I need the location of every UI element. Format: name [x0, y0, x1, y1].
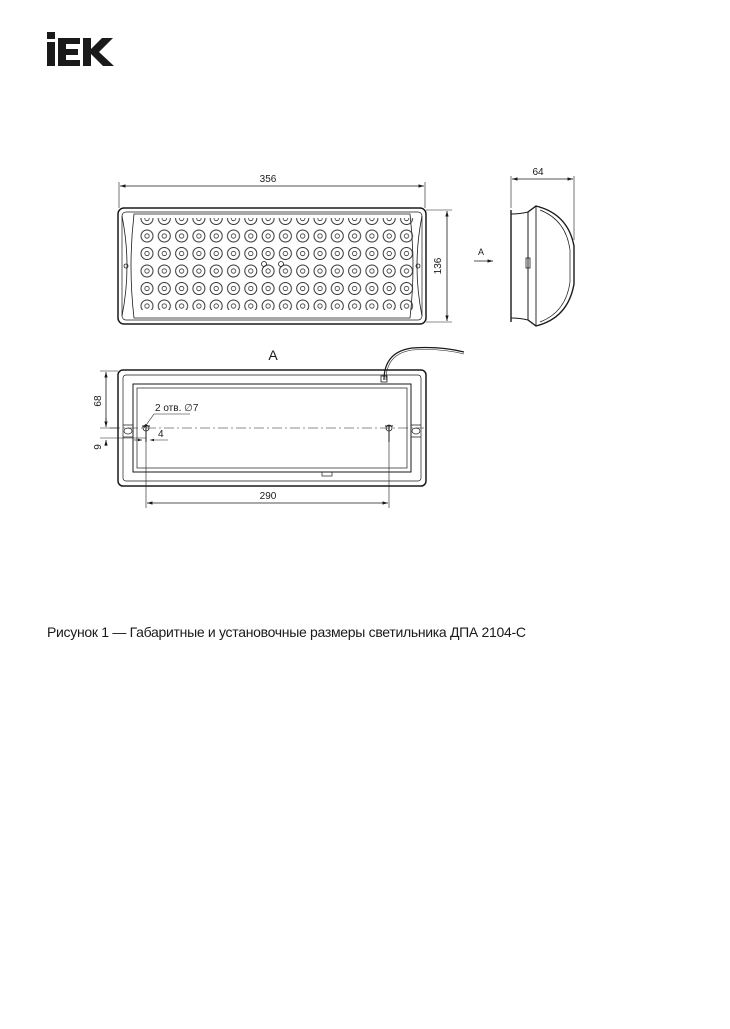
front-view: [118, 182, 452, 324]
rear-view: [100, 348, 464, 509]
mount-spacing-label: 290: [259, 491, 277, 502]
side-depth-label: 64: [532, 167, 544, 178]
dim-4-label: 4: [158, 429, 164, 440]
holes-label: 2 отв. ∅7: [155, 403, 199, 414]
front-width-label: 356: [259, 174, 277, 185]
dim-68-label: 68: [93, 395, 104, 407]
figure-caption: Рисунок 1 — Габаритные и установочные размеры светильника ДПА 2104-С: [47, 624, 526, 640]
side-view: [474, 176, 574, 326]
front-height-label: 136: [433, 257, 444, 275]
view-arrow-label: A: [477, 247, 485, 257]
rear-view-label: A: [268, 347, 278, 363]
dim-9-label: 9: [93, 444, 104, 450]
